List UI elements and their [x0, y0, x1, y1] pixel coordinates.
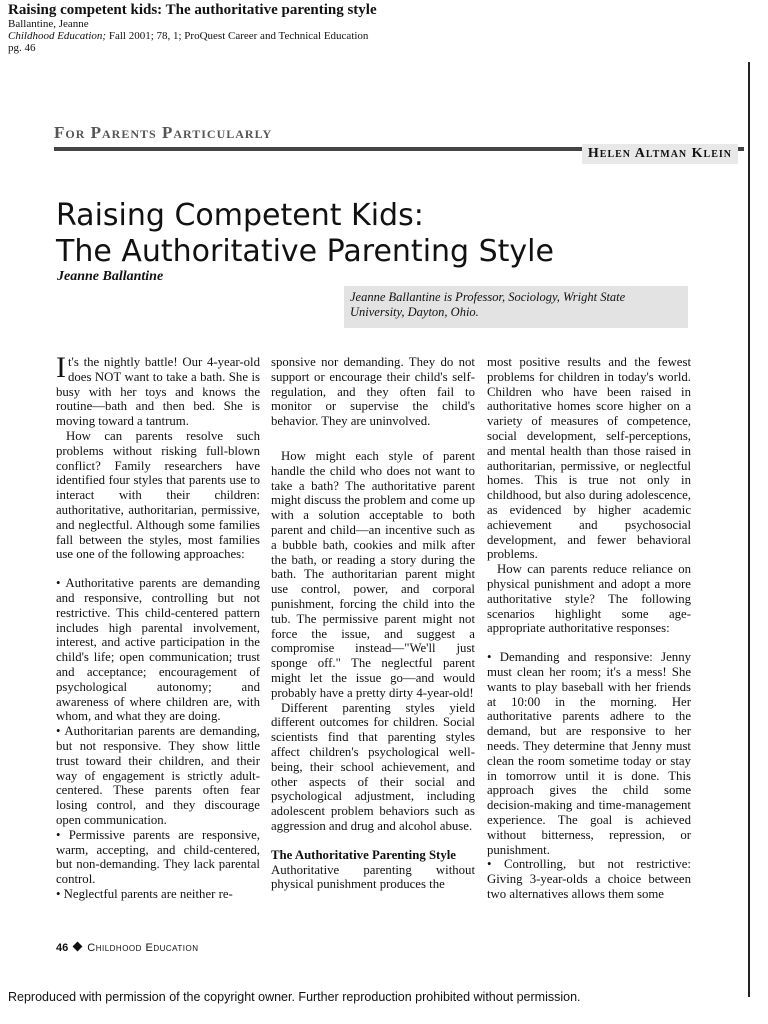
- column-3: [487, 355, 691, 902]
- col2-paragraph-1: sponsive nor demanding. They do not support or encourage their child's self-regulation, and they often fail to monitor or supervise the child's behavior. They are uninvolved.: [271, 355, 475, 429]
- citation-issue: Fall 2001; 78, 1; ProQuest Career and Technical Education: [106, 30, 369, 42]
- column-2: [271, 355, 475, 892]
- spacer: [487, 636, 691, 650]
- col1-bullet-authoritarian: • Authoritarian parents are demanding, but not responsive. They show little trust toward their children, and their way of engagement is strictly adult-centered. These parents often fear losing control, and they discourage open communication.: [56, 724, 260, 827]
- spacer: [271, 834, 475, 848]
- page-number: 46: [56, 942, 69, 954]
- col3-bullet-demanding: • Demanding and responsive: Jenny must clean her room; it's a mess! She wants to play baseball with her friends at 10:00 in the morning. Her authoritative parents adhere to the demand, but are responsive to her needs. They determine that Jenny must clean the room sometime today or stay in tomorrow until it is done. This approach gives the child some decision-making and time-management experience. The goal is achieved without bitterness, repression, or punishment.: [487, 650, 691, 857]
- col1-bullet-authoritative: • Authoritative parents are demanding and responsive, controlling but not restrictive. This child-centered pattern includes high parental involvement, interest, and active participation in the child's life; open communication; trust and acceptance; encouragement of psychological autonomy; and awareness of where children are, with whom, and what they are doing.: [56, 576, 260, 724]
- citation-source: [8, 30, 368, 42]
- article-title-line2: The Authoritative Parenting Style: [56, 234, 554, 269]
- section-label: For Parents Particularly: [54, 123, 273, 142]
- article-title-line1: Raising Competent Kids:: [56, 198, 424, 233]
- col2-paragraph-3: Different parenting styles yield different outcomes for children. Social scientists find that parenting styles affect children's psychological well-being, their school achievement, and other aspects of their social and psychological adjustment, including adolescent problem behaviors such as aggression and drug and alcohol abuse.: [271, 700, 475, 833]
- citation-journal: Childhood Education;: [8, 30, 107, 42]
- col1-paragraph-1: [56, 351, 260, 429]
- col1-paragraph-2: How can parents resolve such problems without risking full-blown conflict? Family researchers have identified four styles that parents use to interact with their children: authoritative, authoritarian, permissive, and neglectful. Although some families fall between the styles, most families use one of the following approaches:: [56, 428, 260, 562]
- reproduction-notice: Reproduced with permission of the copyright owner. Further reproduction prohibited without permission.: [8, 990, 581, 1004]
- column-1: [56, 351, 260, 902]
- col1-p1-text: t's the nightly battle! Our 4-year-old does NOT want to take a bath. She is busy with her toys and knows the routine—bath and then bed. She is moving toward a tantrum.: [56, 355, 260, 429]
- author-bio: Jeanne Ballantine is Professor, Sociology, Wright State University, Dayton, Ohio.: [344, 286, 688, 328]
- col2-subheading: The Authoritative Parenting Style: [271, 847, 456, 862]
- page-edge-line: [748, 62, 750, 997]
- col3-paragraph-2: How can parents reduce reliance on physical punishment and adopt a more authoritative style? The following scenarios highlight some age-appropriate authoritative responses:: [487, 562, 691, 636]
- byline: Jeanne Ballantine: [57, 269, 164, 284]
- diamond-icon: [73, 942, 83, 952]
- col3-paragraph-1: most positive results and the fewest problems for children in today's world. Children who have been raised in authoritative homes score higher on a variety of measures of competence, social development, self-perceptions, and mental health than those raised in authoritarian, permissive, or neglectful homes. This is true not only in childhood, but also during adolescence, as evidenced by higher academic achievement and psychosocial development, and fewer behavioral problems.: [487, 355, 691, 562]
- footer-journal: Childhood Education: [87, 942, 199, 954]
- page-footer: [56, 942, 199, 954]
- citation-title: Raising competent kids: The authoritative parenting style: [8, 2, 377, 18]
- col1-bullet-neglectful: • Neglectful parents are neither re-: [56, 886, 233, 901]
- citation-page: pg. 46: [8, 42, 36, 54]
- section-banner: [54, 120, 744, 172]
- col3-bullet-controlling: • Controlling, but not restrictive: Giving 3-year-olds a choice between two alternatives allows them some: [487, 857, 691, 901]
- drop-cap: I: [56, 351, 66, 384]
- article-title: [56, 198, 554, 270]
- spacer: [56, 562, 260, 576]
- column-editor: Helen Altman Klein: [582, 144, 738, 164]
- spacer: [271, 429, 475, 449]
- citation-author: Ballantine, Jeanne: [8, 18, 89, 30]
- col2-paragraph-2: How might each style of parent handle the child who does not want to take a bath? The authoritative parent might discuss the problem and come up with a solution acceptable to both parent and child—an incentive such as a bubble bath, cookies and milk after the bath, or reading a story during the bath. The authoritarian parent might use control, power, and corporal punishment, forcing the child into the tub. The permissive parent might not force the issue, and suggest a compromise instead—"We'll just sponge off." The neglectful parent might let the issue go—and would probably have a pretty dirty 4-year-old!: [271, 448, 475, 700]
- col1-bullet-permissive: • Permissive parents are responsive, warm, accepting, and child-centered, but non-demanding. They lack parental control.: [56, 827, 260, 887]
- col2-paragraph-4: Authoritative parenting without physical punishment produces the: [271, 862, 475, 892]
